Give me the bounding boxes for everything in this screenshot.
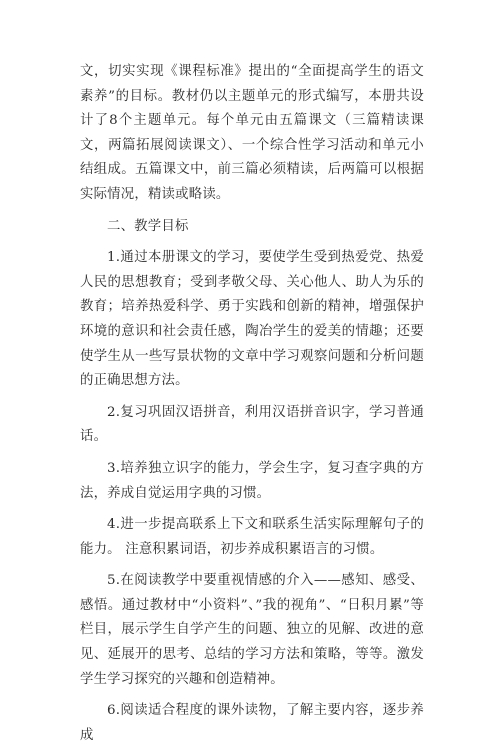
goal-paragraph-4: 4.进一步提高联系上下文和联系生活实际理解句子的能力。 注意积累词语，初步养成积累语言的习惯。 [80,517,424,557]
goal-paragraph-5: 5.在阅读教学中要重视情感的介入——感知、感受、感悟。通过教材中“小资料”、”我的视角”、“日积月累”等栏目，展示学生自学产生的问题、独立的见解、改进的意见、延展开的思考、总结的学习方法和策略，等等。激发学生学习探究的兴趣和创造精神。 [80,573,424,687]
section-heading: 二、教学目标 [107,218,189,234]
goal-paragraph-6: 6.阅读适合程度的课外读物，了解主要内容，逐步养成 [80,703,424,743]
goal-paragraph-1: 1.通过本册课文的学习，要使学生受到热爱党、热爱人民的思想教育；受到孝敬父母、关心他人、助人为乐的教育；培养热爱科学、勇于实践和创新的精神，增强保护环境的意识和社会责任感，陶冶学生的爱美的情趣；还要使学生从一些写景状物的文章中学习观察问题和分析问题的正确思想方法。 [80,250,424,389]
document-body [80,60,424,755]
goal-paragraph-3: 3.培养独立识字的能力，学会生字，复习查字典的方法，养成自觉运用字典的习惯。 [80,460,424,501]
goal-paragraph-2: 2.复习巩固汉语拼音，利用汉语拼音识字，学习普通话。 [80,404,424,445]
intro-paragraph: 文，切实实现《课程标准》提出的“全面提高学生的语文素养”的目标。教材仍以主题单元的形式编写，本册共设计了8个主题单元。每个单元由五篇课文（三篇精读课文，两篇拓展阅读课文）、一个综合性学习活动和单元小结组成。五篇课文中，前三篇必须精读，后两篇可以根据实际情况，精读或略读。 [80,64,424,202]
